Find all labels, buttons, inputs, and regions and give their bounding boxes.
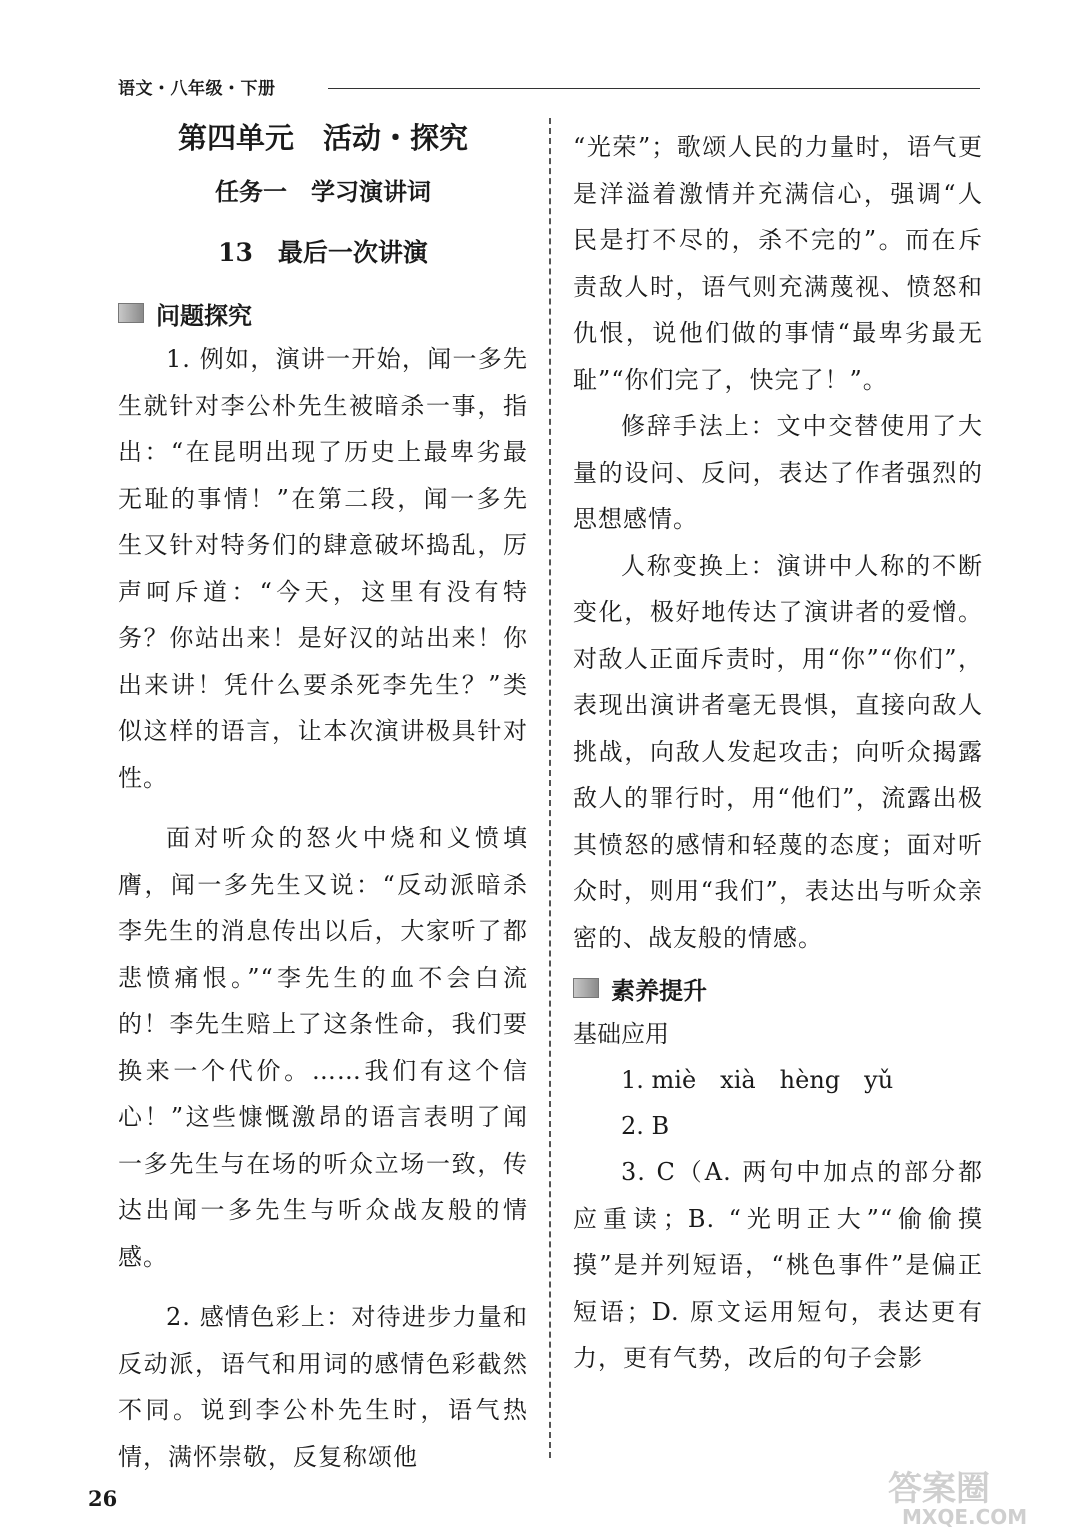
right-column	[573, 124, 983, 1382]
section-title: 素养提升	[611, 976, 707, 1005]
watermark-logo	[880, 1462, 1060, 1528]
running-header	[118, 74, 980, 100]
subsection-label: 基础应用	[573, 1020, 669, 1048]
lesson-title: 13 最后一次讲演	[218, 238, 428, 267]
task-title: 任务一 学习演讲词	[215, 178, 431, 206]
paragraph: 修辞手法上：文中交替使用了大量的设问、反问，表达了作者强烈的思想感情。	[573, 412, 983, 533]
book-title: 语文・八年级・下册	[118, 79, 276, 99]
section-marker-icon	[573, 978, 599, 998]
paragraph: 面对听众的怒火中烧和义愤填膺，闻一多先生又说：“反动派暗杀李先生的消息传出以后，大家听了都悲愤痛恨。”“李先生的血不会白流的！李先生赔上了这条性命，我们要换来一个代价。……我们有这个信心！”这些慷慨激昂的语言表明了闻一多先生与在场的听众立场一致，传达出闻一多先生与听众战友般的情感。	[118, 824, 528, 1271]
section-title: 问题探究	[156, 301, 252, 330]
paragraph: 2. 感情色彩上：对待进步力量和反动派，语气和用词的感情色彩截然不同。说到李公朴先生时，语气热情，满怀崇敬，反复称颂他	[118, 1303, 528, 1471]
section-heading-inquiry	[118, 290, 528, 336]
answer-item: 1. miè xià hèng yǔ	[621, 1066, 894, 1094]
paragraph: 1. 例如，演讲一开始，闻一多先生就针对李公朴先生被暗杀一事，指出：“在昆明出现了历史上最卑劣最无耻的事情！”在第二段，闻一多先生又针对特务们的肆意破坏捣乱，厉声呵斥道：“今天，这里有没有特务？你站出来！是好汉的站出来！你出来讲！凭什么要杀死李先生？”类似这样的语言，让本次演讲极具针对性。	[118, 345, 528, 792]
watermark-main-text: 答案圈	[888, 1469, 990, 1509]
answer-item: 3. C（A. 两句中加点的部分都应重读；B. “光明正大”“偷偷摸摸”是并列短语，“桃色事件”是偏正短语；D. 原文运用短句，表达更有力，更有气势，改后的句子会影	[573, 1158, 983, 1372]
answer-item: 2. B	[621, 1112, 670, 1140]
header-rule	[328, 88, 980, 89]
watermark-sub-text: MXQE.COM	[902, 1505, 1028, 1528]
paragraph: 人称变换上：演讲中人称的不断变化，极好地传达了演讲者的爱憎。对敌人正面斥责时，用“你”“你们”，表现出演讲者毫无畏惧，直接向敌人挑战，向敌人发起攻击；向听众揭露敌人的罪行时，用“他们”，流露出极其愤怒的感情和轻蔑的态度；面对听众时，则用“我们”，表达出与听众亲密的、战友般的情感。	[573, 551, 983, 952]
section-marker-icon	[118, 303, 144, 323]
paragraph: “光荣”；歌颂人民的力量时，语气更是洋溢着激情并充满信心，强调“人民是打不尽的，杀不完的”。而在斥责敌人时，语气则充满蔑视、愤怒和仇恨，说他们做的事情“最卑劣最无耻”“你们完了，快完了！”。	[573, 133, 983, 394]
section-heading-literacy	[573, 965, 983, 1011]
column-divider	[549, 118, 551, 1458]
unit-title: 第四单元 活动・探究	[177, 121, 468, 155]
left-column	[118, 112, 528, 1480]
page-number: 26	[88, 1486, 118, 1511]
